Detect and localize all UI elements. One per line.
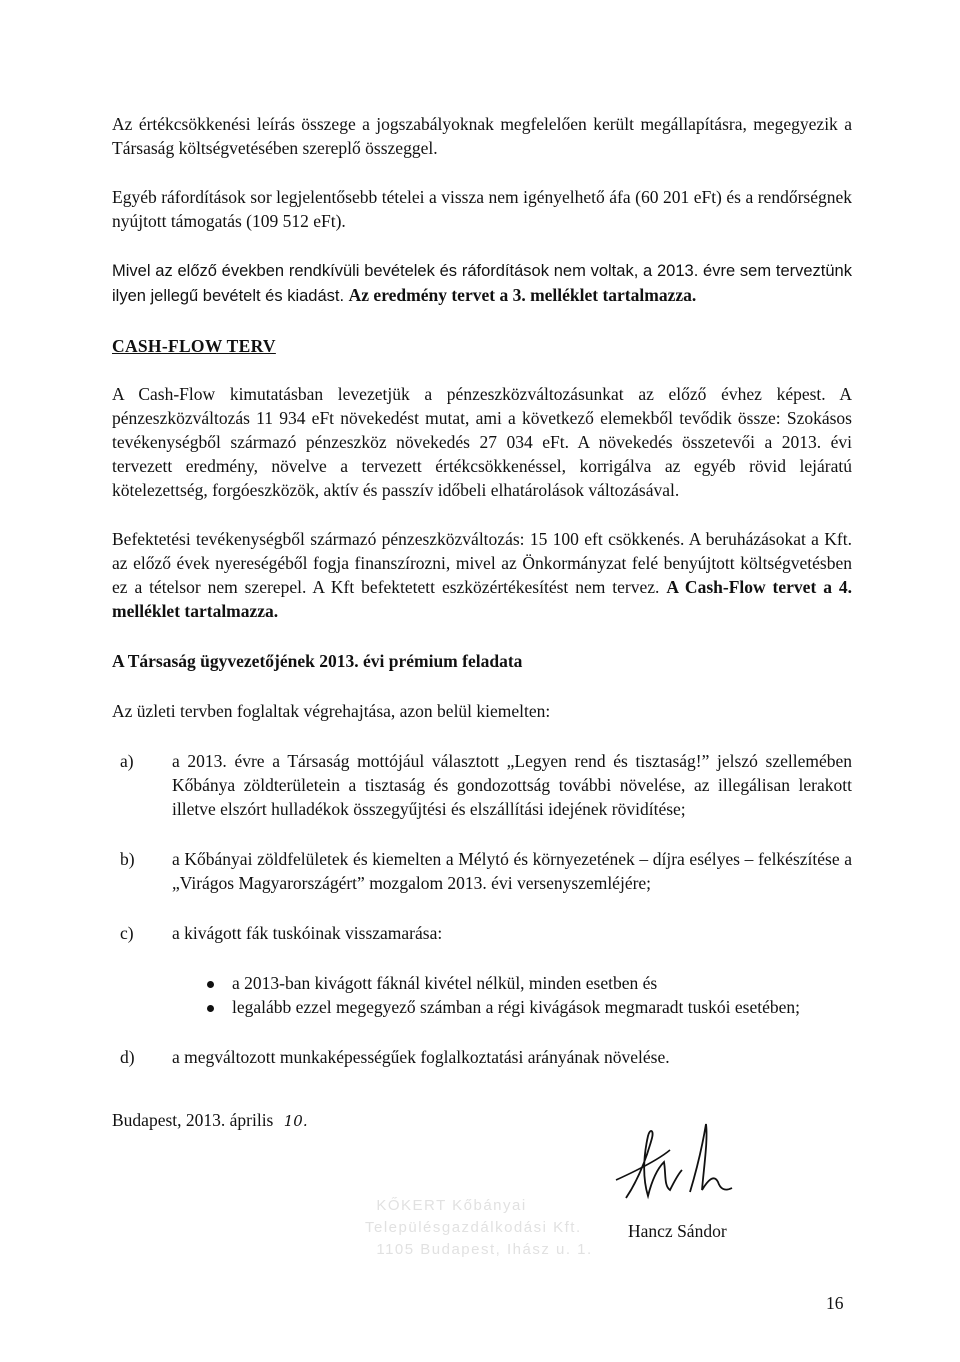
task-label-c: c) [120,923,134,943]
task-text-b: a Kőbányai zöldfelületek és kiemelten a Mélytó és környezetének – díjra esélyes – felkészítése a „Virágos Magyarországért” mozgalom 2013. évi versenyszemléjére; [172,849,852,893]
bullet-item [112,971,852,995]
cashflow-heading: CASH-FLOW TERV [112,336,276,356]
cashflow-paragraph: A Cash-Flow kimutatásban levezetjük a pénzeszközváltozásunkat az előző évhez képest. A pénzeszközváltozás 11 934 eFt növekedést mutat, ami a következő elemekből tevődik össze: Szokásos tevékenységből származó pénzeszköz növekedés 27 034 eFt. A növekedés összetevői a 2013. évi tervezett eredmény, növelve a tervezett értékcsökkenéssel, korrigálva az egyéb rövid lejáratú kötelezettség, forgóeszközök, aktív és passzív időbeli elhatárolások változásával. [112,384,852,500]
company-stamp: KŐKERT Kőbányai Településgazdálkodási Kft. 1105 Budapest, Ihász u. 1. [365,1197,593,1258]
bullet-text: a 2013-ban kivágott fáknál kivétel nélkül, minden esetben és [232,973,658,993]
paragraph-other-expenses: Egyéb ráfordítások sor legjelentősebb tételei a vissza nem igényelhető áfa (60 201 eFt) és a rendőrségnek nyújtott támogatás (109 512 eFt). [112,187,852,231]
bullet-text: legalább ezzel megegyező számban a régi kivágások megmaradt tuskói esetében; [232,997,801,1017]
cashflow-plan-reference: A Cash-Flow tervet a 4. melléklet tartalmazza. [112,577,853,621]
task-text-c: a kivágott fák tuskóinak visszamarása: [172,923,443,943]
premium-heading: A Társaság ügyvezetőjének 2013. évi prémium feladata [112,651,523,671]
bullet-icon [207,1005,214,1012]
handwritten-day: 10. [283,1112,308,1130]
task-list [112,749,852,1069]
task-label-d: d) [120,1047,135,1067]
investment-paragraph [112,527,852,623]
bullet-item [112,995,852,1019]
place-date-text: Budapest, 2013. április [112,1110,274,1130]
place-date [112,1108,308,1133]
task-text-a: a 2013. évre a Társaság mottójául választott „Legyen rend és tisztaság!” jelszó szellemében Kőbánya zöldterületein a tisztaság és gondozottság további növelése, az illegálisan lerakott illetve elszórt hulladékok összegyűjtési és elszállítási idejének rövidítése; [172,751,852,819]
investment-text: Befektetési tevékenységből származó pénzeszközváltozás: 15 100 eft csökkenés. A beruházásokat a Kft. az előző évek nyereségéből fogja finanszírozni, mivel az Önkormányzat felé benyújtott költségvetésben ez a tételsor nem szerepel. A Kft befektetett eszközértékesítést nem tervez. [112,529,852,597]
task-item-a [112,749,852,821]
extraordinary-text: Mivel az előző években rendkívüli bevételek és ráfordítások nem voltak, a 2013. évre sem terveztünk ilyen jellegű bevételt és kiadást. [112,262,852,305]
task-item-d [112,1045,852,1069]
handwritten-signature [608,1110,768,1220]
paragraph-extraordinary [112,259,852,308]
signer-name: Hancz Sándor [628,1221,727,1241]
task-label-a: a) [120,751,134,771]
page-number: 16 [826,1293,844,1313]
paragraph-depreciation: Az értékcsökkenési leírás összege a jogszabályoknak megfelelően került megállapításra, megegyezik a Társaság költségvetésében szereplő összeggel. [112,114,852,158]
document-page [112,112,852,1069]
task-item-c [112,921,852,945]
result-plan-reference: Az eredmény tervet a 3. melléklet tartalmazza. [348,285,697,305]
premium-intro: Az üzleti tervben foglaltak végrehajtása, azon belül kiemelten: [112,701,551,721]
bullet-icon [207,981,214,988]
task-item-b [112,847,852,895]
task-text-d: a megváltozott munkaképességűek foglalkoztatási arányának növelése. [172,1047,670,1067]
task-label-b: b) [120,849,135,869]
